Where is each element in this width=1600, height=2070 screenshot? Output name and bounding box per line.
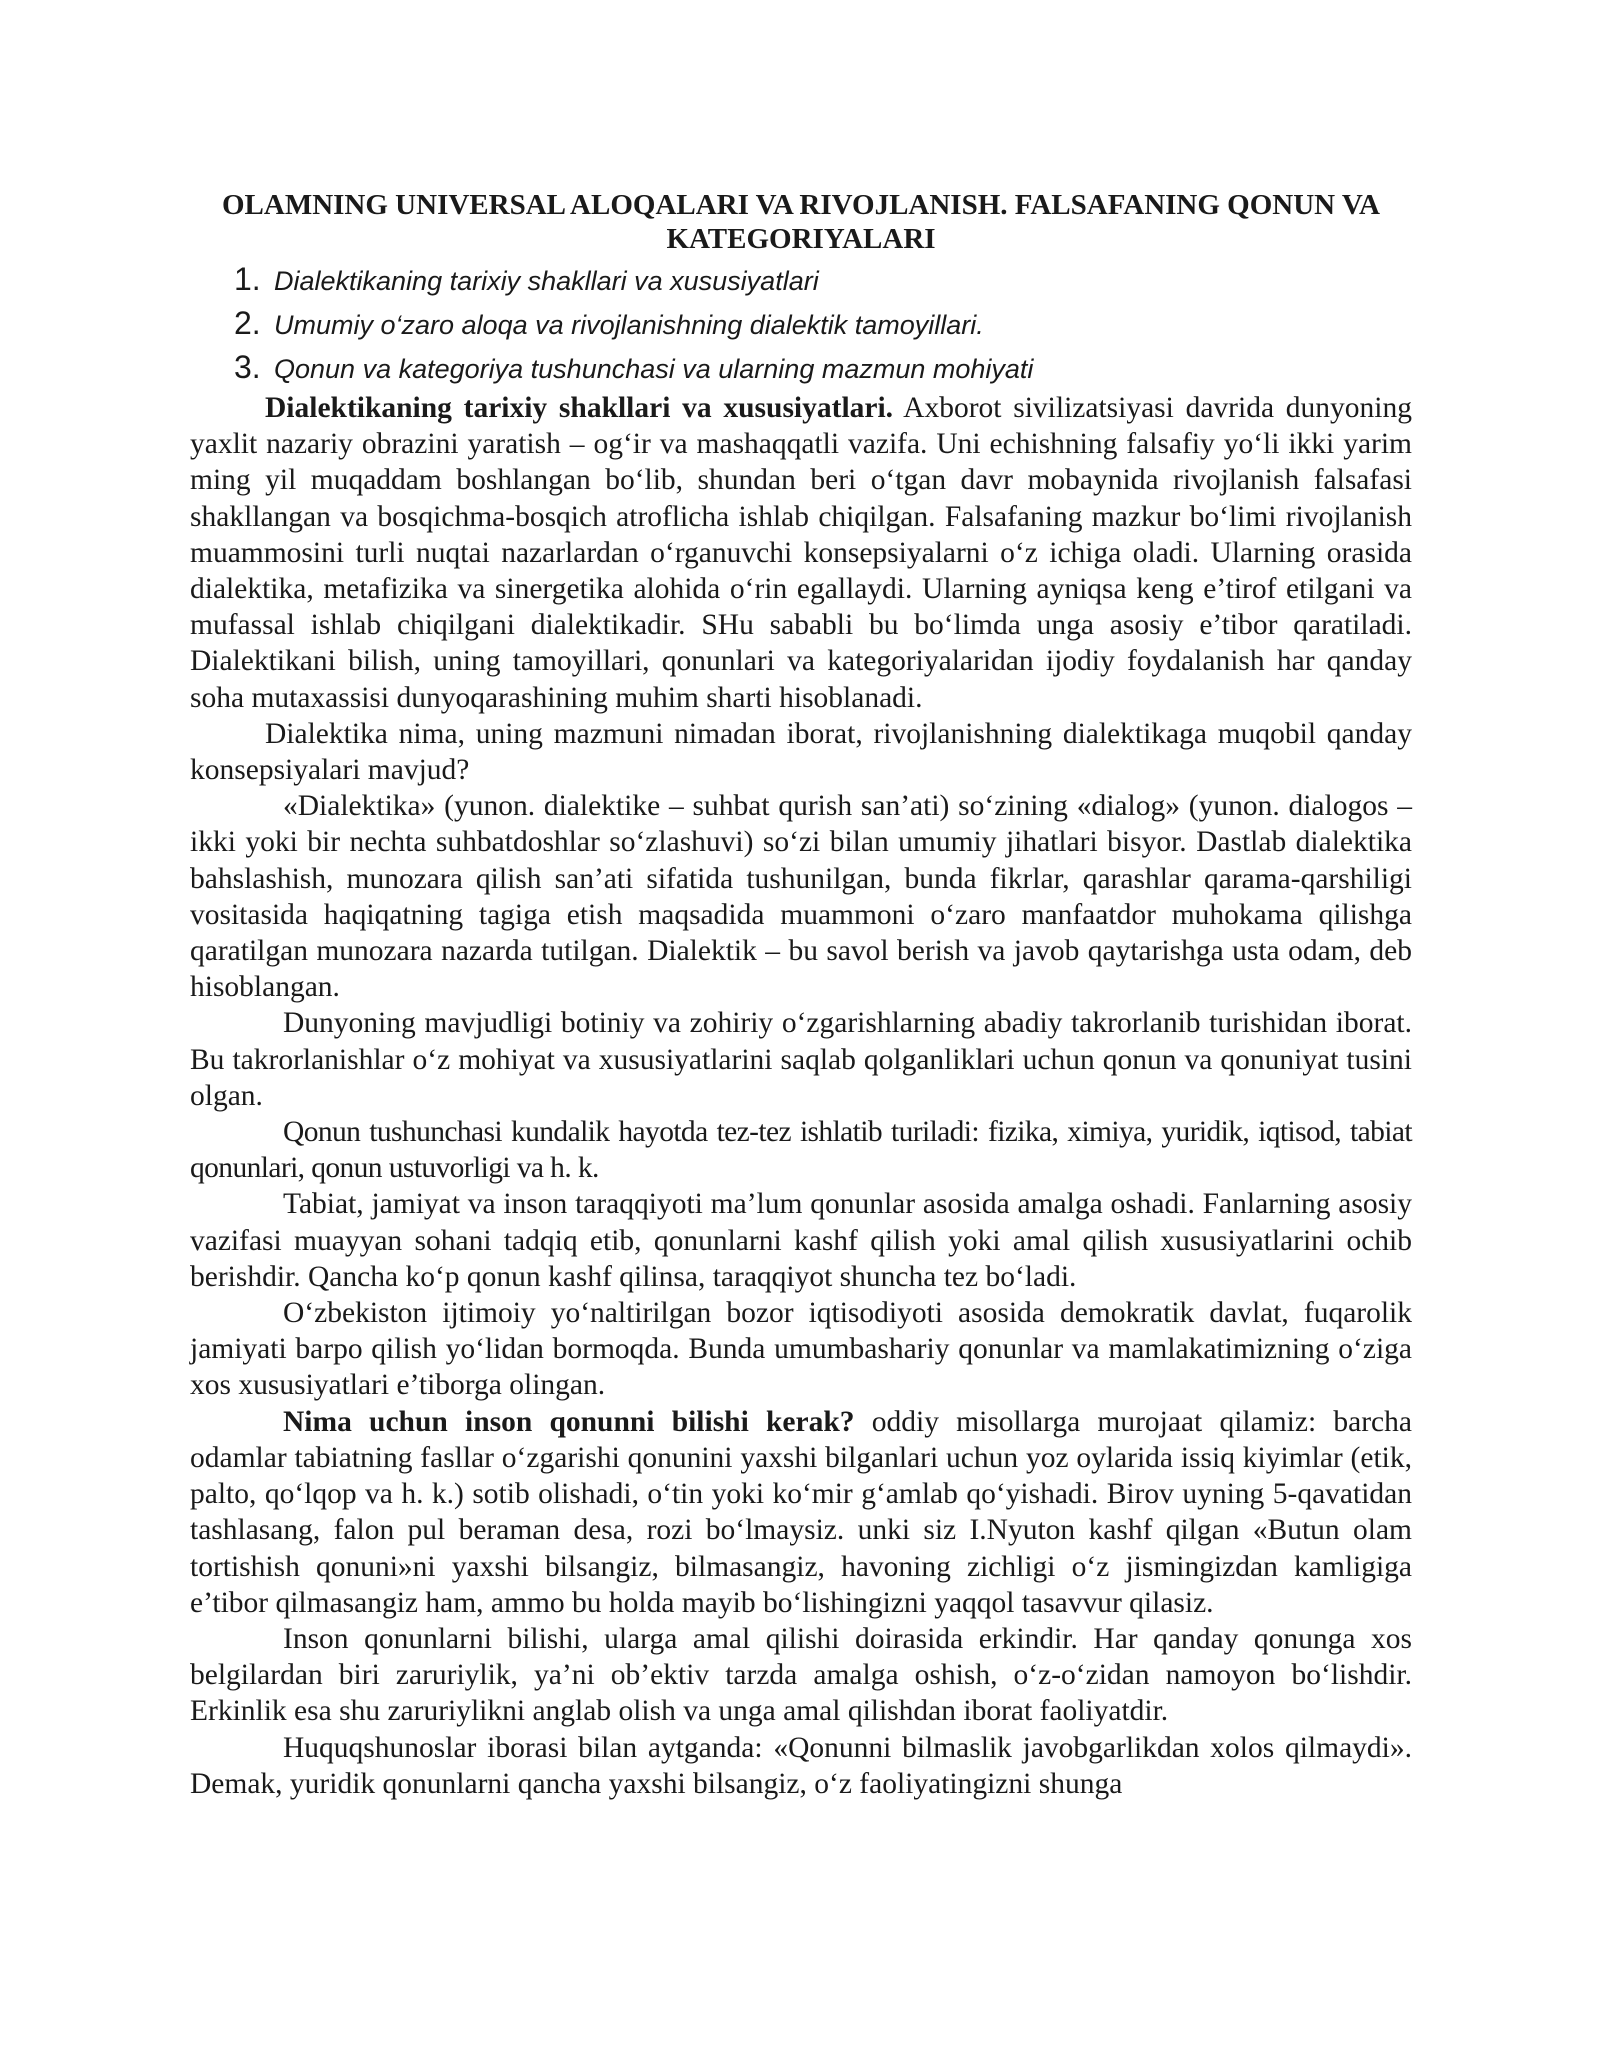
paragraph-world-changes: Dunyoning mavjudligi botiniy va zohiriy o‘zgarishlarning abadiy takrorlanib turishidan iborat. Bu takrorlanishlar o‘z mohiyat va xususiyatlarini saqlab qolganliklari uchun qonun va qonuniyat tusini olgan. <box>190 1007 1412 1112</box>
section-heading: Dialektikaning tarixiy shakllari va xususiyatlari. <box>265 392 894 424</box>
paragraph-nature-society: Tabiat, jamiyat va inson taraqqiyoti ma’lum qonunlar asosida amalga oshadi. Fanlarning asosiy vazifasi muayyan sohani tadqiq etib, qonunlarni kashf qilish yoki amal qilish xususiyatlarini ochib berishdir. Qancha ko‘p qonun kashf qilinsa, taraqqiyot shuncha tez bo‘ladi. <box>190 1188 1412 1293</box>
topic-text: Dialektikaning tarixiy shakllari va xususiyatlari <box>274 266 819 296</box>
paragraph-etymology: «Dialektika» (yunon. dialektike – suhbat qurish san’ati) so‘zining «dialog» (yunon. dialogos – ikki yoki bir nechta suhbatdoshlar so‘zlashuvi) so‘zi bilan umumiy jihatlari bisyor. Dastlab dialektika bahslashish, munozara qilish san’ati sifatida tushunilgan, bunda fikrlar, qarashlar qarama-qarshiligi vositasida haqiqatning tagiga etish maqsadida muammoni o‘zaro manfaatdor muhokama qilishga qaratilgan munozara nazarda tutilgan. Dialektik – bu savol berish va javob qaytarishga usta odam, deb hisoblangan. <box>190 790 1412 1004</box>
topics-list <box>190 258 1412 390</box>
topic-item <box>190 258 1412 302</box>
paragraph-dialectics-forms <box>190 390 1412 716</box>
paragraph-why-know-law <box>190 1404 1412 1621</box>
document-page <box>190 188 1412 1802</box>
topic-number: 3. <box>234 349 261 385</box>
paragraph-question: Dialektika nima, uning mazmuni nimadan iborat, rivojlanishning dialektikaga muqobil qanday konsepsiyalari mavjud? <box>190 717 1412 787</box>
topic-item <box>190 346 1412 390</box>
paragraph-freedom: Inson qonunlarni bilishi, ularga amal qilishi doirasida erkindir. Har qanday qonunga xos belgilardan biri zaruriylik, ya’ni ob’ektiv tarzda amalga oshish, o‘z-o‘zidan namoyon bo‘lishdir. Erkinlik esa shu zaruriylikni anglab olish va unga amal qilishdan iborat faoliyatdir. <box>190 1622 1412 1728</box>
paragraph-text: oddiy misollarga murojaat qilamiz: barcha odamlar tabiatning fasllar o‘zgarishi qonunini yaxshi bilganlari uchun yoz oylarida issiq kiyimlar (etik, palto, qo‘lqop va h. k.) sotib olishadi, o‘tin yoki ko‘mir g‘amlab qo‘yishadi. Birov uyning 5-qavatidan tashlasang, falon pul beraman desa, rozi bo‘lmaysiz. unki siz I.Nyuton kashf qilgan «Butun olam tortishish qonuni»ni yaxshi bilsangiz, bilmasangiz, havoning zichligi o‘z jismingizdan kamligiga e’tibor qilmasangiz ham, ammo bu holda mayib bo‘lishingizni yaqqol tasavvur qilasiz. <box>190 1405 1412 1619</box>
topic-text: Qonun va kategoriya tushunchasi va ularning mazmun mohiyati <box>274 354 1034 384</box>
document-title: OLAMNING UNIVERSAL ALOQALARI VA RIVOJLANISH. FALSAFANING QONUN VA KATEGORIYALARI <box>221 189 1380 255</box>
paragraph-uzbekistan: O‘zbekiston ijtimoiy yo‘naltirilgan bozor iqtisodiyoti asosida demokratik davlat, fuqarolik jamiyati barpo qilish yo‘lidan bormoqda. Bunda umumbashariy qonunlar va mamlakatimizning o‘ziga xos xususiyatlari e’tiborga olingan. <box>190 1297 1412 1402</box>
paragraph-law-concept: Qonun tushunchasi kundalik hayotda tez-tez ishlatib turiladi: fizika, ximiya, yuridik, iqtisod, tabiat qonunlari, qonun ustuvorligi va h. k. <box>190 1116 1412 1185</box>
topic-text: Umumiy o‘zaro aloqa va rivojlanishning dialektik tamoyillari. <box>274 310 984 340</box>
section-heading: Nima uchun inson qonunni bilishi kerak? <box>283 1405 855 1438</box>
paragraph-text: Axborot sivilizatsiyasi davrida dunyoning yaxlit nazariy obrazini yaratish – og‘ir va mashaqqatli vazifa. Uni echishning falsafiy yo‘li ikki yarim ming yil muqaddam boshlangan bo‘lib, shundan beri o‘tgan davr mobaynida rivojlanish falsafasi shakllangan va bosqichma-bosqich atroflicha ishlab chiqilgan. Falsafaning mazkur bo‘limi rivojlanish muammosini turli nuqtai nazarlardan o‘rganuvchi konsepsiyalarni o‘z ichiga oladi. Ularning orasida dialektika, metafizika va sinergetika alohida o‘rin egallaydi. Ularning ayniqsa keng e’tirof etilgani va mufassal ishlab chiqilgani dialektikadir. SHu sababli bu bo‘limda unga asosiy e’tibor qaratiladi. Dialektikani bilish, uning tamoyillari, qonunlari va kategoriyalaridan ijodiy foydalanish har qanday soha mutaxassisi dunyoqarashining muhim sharti hisoblanadi. <box>190 392 1412 714</box>
topic-number: 1. <box>234 261 261 297</box>
topic-item <box>190 302 1412 346</box>
topic-number: 2. <box>234 305 261 341</box>
paragraph-lawyers: Huquqshunoslar iborasi bilan aytganda: «Qonunni bilmaslik javobgarlikdan xolos qilmaydi». Demak, yuridik qonunlarni qancha yaxshi bilsangiz, o‘z faoliyatingizni shunga <box>190 1731 1412 1800</box>
